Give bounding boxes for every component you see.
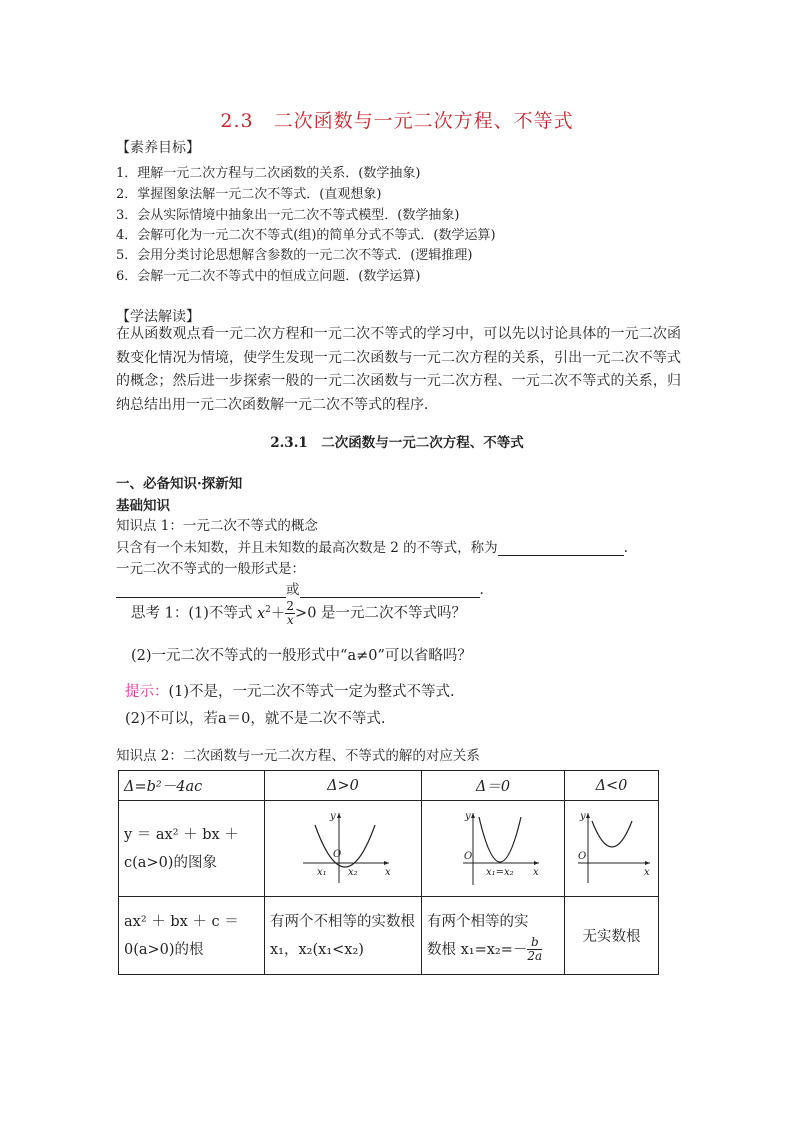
think-suffix: >0 是一元二次不等式吗？ (295, 605, 467, 622)
goal-item: 5．会用分类讨论思想解含参数的一元二次不等式．(逻辑推理) (116, 248, 473, 263)
section-heading: 一、必备知识·探新知 (116, 476, 243, 492)
x1-x2-label: x₁=x₂ (486, 866, 514, 878)
goal-item: 1．理解一元二次方程与二次函数的关系．(数学抽象) (116, 166, 421, 181)
hint-text: (1)不是，一元二次不等式一定为整式不等式. (168, 684, 455, 700)
roots-double-line1: 有两个相等的实 (427, 913, 529, 930)
origin-label: O (464, 850, 473, 862)
goal-item: 4．会解可化为一元二次不等式(组)的简单分式不等式．(数学运算) (116, 228, 496, 243)
x1-label: x₁ (317, 866, 327, 878)
row-roots-label: ax² ＋ bx ＋ c ＝ 0(a>0)的根 (119, 897, 265, 975)
hint-label: 提示： (125, 684, 169, 700)
y-axis-label: y (579, 810, 586, 822)
goal-item: 6．会解一元二次不等式中的恒成立问题．(数学运算) (116, 269, 421, 284)
kp1-definition-text: 只含有一个未知数，并且未知数的最高次数是 2 的不等式，称为 (116, 540, 498, 556)
x-axis-label: x (533, 866, 539, 878)
study-heading: 【学法解读】 (116, 309, 200, 325)
x-axis-label: x (385, 866, 391, 878)
roots-double-line2 (427, 936, 559, 964)
roots-two-distinct: 有两个不相等的实数根 x₁，x₂(x₁<x₂) (265, 897, 422, 975)
think-prefix: 思考 1：(1)不等式 (131, 605, 253, 622)
parabola-one-root (443, 807, 543, 887)
fraction-numerator: b (527, 936, 542, 950)
y-axis-label: y (465, 810, 471, 822)
roots-none: 无实数根 (565, 897, 659, 975)
graph-no-root (565, 801, 659, 897)
punctuation: . (623, 540, 628, 556)
section-subtitle: 2.3.1 二次函数与一元二次方程、不等式 (270, 435, 524, 451)
inequality-expression: $x^2+$ $\frac{2}{x}$ (256, 599, 295, 627)
x-axis-label: x (643, 866, 650, 878)
study-paragraph: 在从函数观点看一元二次方程和一元二次不等式的学习中，可以先以讨论具体的一元二次函数变化情况为情境，使学生发现一元二次函数与一元二次方程的关系，引出一元二次不等式的概念；然后进一步探索一般的一元二次函数与一元二次方程、一元二次不等式的关系，归纳总结出用一元二次函数解一元二次不等式的程序． (116, 326, 681, 413)
relationship-table (118, 770, 659, 975)
page-title: 2.3 二次函数与一元二次方程、不等式 (220, 110, 574, 132)
row-graph-label: y ＝ ax² ＋ bx ＋ c(a>0)的图象 (119, 801, 265, 897)
answer-blank[interactable] (116, 583, 286, 598)
answer-blank[interactable] (300, 583, 480, 598)
roots-double (422, 897, 565, 975)
kp1-general-form: 一元二次不等式的一般形式是： (116, 561, 305, 577)
hint-line-2: (2)不可以，若a＝0，就不是二次不等式. (125, 711, 386, 727)
kp1-definition (116, 536, 628, 556)
answer-blank[interactable] (498, 541, 624, 556)
or-text: 或 (286, 582, 300, 598)
table-header-positive: Δ>0 (265, 771, 422, 801)
basic-knowledge-heading: 基础知识 (116, 498, 170, 514)
think-question-1 (131, 600, 466, 627)
think-question-2: (2)一元二次不等式的一般形式中“a≠0”可以省略吗？ (131, 648, 472, 664)
fraction-denominator: 2a (527, 949, 543, 963)
goals-heading: 【素养目标】 (116, 140, 200, 156)
origin-label: O (577, 850, 586, 862)
goal-item: 2．掌握图象法解一元二次不等式．(直观想象) (116, 187, 382, 202)
x2-label: x₂ (348, 866, 358, 878)
roots-double-text: 数根 x₁=x₂=－ (427, 941, 528, 958)
graph-two-roots (265, 801, 422, 897)
parabola-two-roots (293, 807, 393, 887)
graph-one-root (422, 801, 565, 897)
table-header-discriminant: Δ=b²－4ac (119, 771, 265, 801)
kp1-title: 知识点 1：一元二次不等式的概念 (116, 518, 318, 534)
table-header-negative: Δ<0 (565, 771, 659, 801)
y-axis-label: y (330, 810, 336, 822)
goal-item: 3．会从实际情境中抽象出一元二次不等式模型．(数学抽象) (116, 208, 460, 223)
origin-label: O (333, 848, 342, 860)
punctuation: . (479, 582, 484, 598)
parabola-no-root (572, 807, 652, 887)
kp1-general-blanks (116, 578, 484, 598)
table-header-zero: Δ＝0 (422, 771, 565, 801)
kp2-title: 知识点 2：二次函数与一元二次方程、不等式的解的对应关系 (116, 748, 480, 764)
hint-line-1 (125, 680, 455, 701)
